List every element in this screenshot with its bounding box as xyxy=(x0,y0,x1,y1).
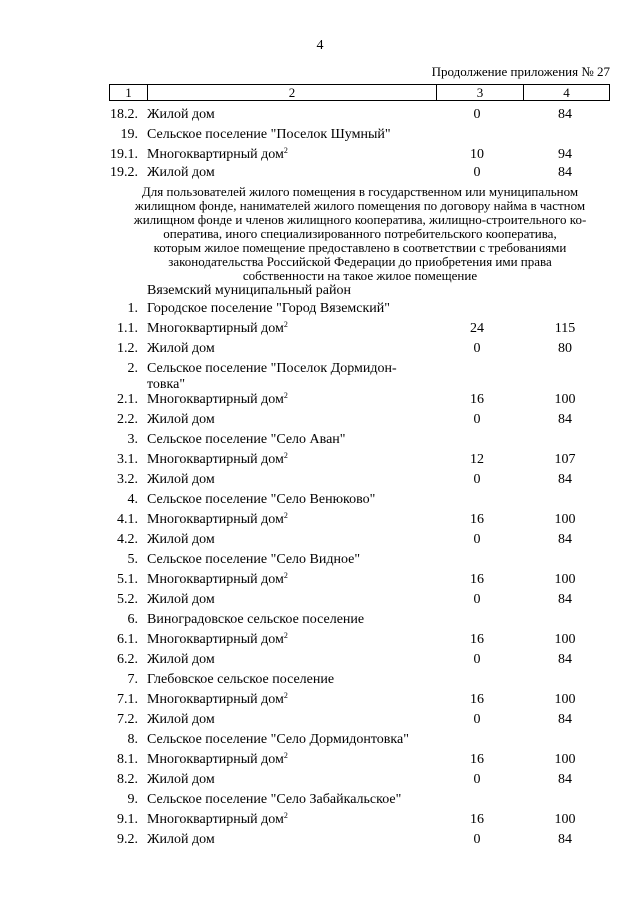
row-number: 1.2. xyxy=(117,341,138,356)
row-number: 3. xyxy=(127,432,138,447)
row-number: 6.2. xyxy=(117,652,138,667)
row-name: Многоквартирный дом$^2$ xyxy=(147,511,288,527)
row-number: 1.1. xyxy=(117,321,138,336)
row-number: 1. xyxy=(127,301,138,316)
row-name: Жилой дом xyxy=(147,165,215,180)
paragraph-line: законодательства Российской Федерации до приобретения ими права xyxy=(168,254,552,269)
col-3-value: 16 xyxy=(470,692,484,707)
col-4-value: 100 xyxy=(554,572,576,587)
col-4-value: 100 xyxy=(554,752,576,767)
paragraph-line: жилищном фонде и членов жилищного кооператива, жилищно-строительного ко- xyxy=(133,212,587,227)
col-4-value: 100 xyxy=(554,392,576,407)
row-name: Сельское поселение "Село Дормидонтовка" xyxy=(147,732,409,747)
col-4-value: 115 xyxy=(554,321,576,336)
row-name: Многоквартирный дом$^2$ xyxy=(147,631,288,647)
paragraph-line: жилищном фонде, нанимателей жилого помещения по договору найма в частном xyxy=(134,198,586,213)
col-4-value: 107 xyxy=(554,452,576,467)
footnote-mark: 2 xyxy=(283,391,288,400)
col-4-value: 84 xyxy=(558,592,572,607)
paragraph-line: которым жилое помещение предоставлено в соответствии с требованиями xyxy=(153,240,567,255)
row-number: 8.2. xyxy=(117,772,138,787)
col-4-value: 100 xyxy=(554,512,576,527)
col-3-value: 16 xyxy=(470,752,484,767)
col-4-value: 84 xyxy=(558,412,572,427)
row-name: Многоквартирный дом$^2$ xyxy=(147,811,288,827)
header-col-2: 2 xyxy=(148,85,437,100)
col-4-value: 84 xyxy=(558,165,572,180)
row-number: 5.1. xyxy=(117,572,138,587)
row-name: Сельское поселение "Село Видное" xyxy=(147,552,361,567)
col-3-value: 0 xyxy=(473,592,481,607)
row-number: 7.1. xyxy=(117,692,138,707)
row-name: Жилой дом xyxy=(147,341,215,356)
col-4-value: 84 xyxy=(558,472,572,487)
row-number: 19.1. xyxy=(110,147,138,162)
row-name: Многоквартирный дом$^2$ xyxy=(147,320,288,336)
row-number: 5. xyxy=(127,552,138,567)
row-name: Многоквартирный дом$^2$ xyxy=(147,571,288,587)
row-number: 5.2. xyxy=(117,592,138,607)
header-col-3: 3 xyxy=(437,85,524,100)
col-4-value: 84 xyxy=(558,832,572,847)
row-number: 19.2. xyxy=(110,165,138,180)
footnote-mark: 2 xyxy=(283,811,288,820)
row-number: 9.2. xyxy=(117,832,138,847)
col-3-value: 0 xyxy=(473,341,481,356)
table-header xyxy=(109,84,610,101)
row-name: Жилой дом xyxy=(147,472,215,487)
row-number: 9. xyxy=(127,792,138,807)
col-4-value: 84 xyxy=(558,107,572,122)
district-title: Вяземский муниципальный район xyxy=(147,283,351,298)
row-name: Сельское поселение "Поселок Шумный" xyxy=(147,127,391,142)
continuation-note: Продолжение приложения № 27 xyxy=(431,64,610,79)
row-name: Сельское поселение "Село Забайкальское" xyxy=(147,792,402,807)
row-name: Жилой дом xyxy=(147,532,215,547)
row-name: Сельское поселение "Село Аван" xyxy=(147,432,346,447)
col-4-value: 84 xyxy=(558,532,572,547)
footnote-mark: 2 xyxy=(283,691,288,700)
paragraph-line: Для пользователей жилого помещения в государственном или муниципальном xyxy=(141,184,579,199)
col-4-value: 100 xyxy=(554,692,576,707)
row-number: 4.1. xyxy=(117,512,138,527)
row-number: 2.1. xyxy=(117,392,138,407)
row-number: 19. xyxy=(120,127,138,142)
col-3-value: 0 xyxy=(473,712,481,727)
col-3-value: 0 xyxy=(473,412,481,427)
footnote-mark: 2 xyxy=(283,146,288,155)
row-name: Сельское поселение "Село Венюково" xyxy=(147,492,376,507)
row-number: 2. xyxy=(127,361,138,376)
col-3-value: 16 xyxy=(470,392,484,407)
row-name: Жилой дом xyxy=(147,832,215,847)
col-4-value: 84 xyxy=(558,652,572,667)
row-name: Жилой дом xyxy=(147,412,215,427)
header-col-1: 1 xyxy=(110,85,148,100)
col-3-value: 0 xyxy=(473,652,481,667)
row-name: Жилой дом xyxy=(147,592,215,607)
col-3-value: 0 xyxy=(473,107,481,122)
row-number: 3.2. xyxy=(117,472,138,487)
row-name: Многоквартирный дом$^2$ xyxy=(147,391,288,407)
row-number: 2.2. xyxy=(117,412,138,427)
col-3-value: 24 xyxy=(470,321,484,336)
col-4-value: 94 xyxy=(558,147,572,162)
col-3-value: 0 xyxy=(473,772,481,787)
row-number: 8. xyxy=(127,732,138,747)
row-number: 6.1. xyxy=(117,632,138,647)
row-name: Виноградовское сельское поселение xyxy=(147,612,365,627)
row-name: Жилой дом xyxy=(147,772,215,787)
header-col-4: 4 xyxy=(563,85,570,100)
row-name: Городское поселение "Город Вяземский" xyxy=(147,301,391,316)
row-number: 7. xyxy=(127,672,138,687)
row-number: 4.2. xyxy=(117,532,138,547)
col-4-value: 84 xyxy=(558,772,572,787)
row-name: Многоквартирный дом$^2$ xyxy=(147,691,288,707)
col-3-value: 16 xyxy=(470,572,484,587)
footnote-mark: 2 xyxy=(283,751,288,760)
col-4-value: 100 xyxy=(554,812,576,827)
paragraph-line: собственности на такое жилое помещение xyxy=(242,268,478,283)
row-number: 9.1. xyxy=(117,812,138,827)
footnote-mark: 2 xyxy=(283,571,288,580)
footnote-mark: 2 xyxy=(283,511,288,520)
paragraph-line: оператива, иного специализированного потребительского кооператива, xyxy=(163,226,557,241)
row-name: Многоквартирный дом$^2$ xyxy=(147,451,288,467)
page-number: 4 xyxy=(316,38,324,53)
col-3-value: 0 xyxy=(473,832,481,847)
row-number: 6. xyxy=(127,612,138,627)
row-name: Многоквартирный дом$^2$ xyxy=(147,751,288,767)
row-number: 7.2. xyxy=(117,712,138,727)
row-number: 8.1. xyxy=(117,752,138,767)
col-3-value: 0 xyxy=(473,472,481,487)
footnote-mark: 2 xyxy=(283,451,288,460)
row-name: Жилой дом xyxy=(147,652,215,667)
col-3-value: 12 xyxy=(470,452,484,467)
row-name: Многоквартирный дом$^2$ xyxy=(147,146,288,162)
row-name: Жилой дом xyxy=(147,107,215,122)
col-3-value: 0 xyxy=(473,532,481,547)
row-number: 18.2. xyxy=(110,107,138,122)
col-3-value: 16 xyxy=(470,632,484,647)
row-name: Глебовское сельское поселение xyxy=(147,672,335,687)
row-number: 3.1. xyxy=(117,452,138,467)
row-name: Жилой дом xyxy=(147,712,215,727)
col-4-value: 100 xyxy=(554,632,576,647)
col-4-value: 84 xyxy=(558,712,572,727)
row-name: Сельское поселение "Поселок Дормидон- товка" xyxy=(147,361,397,392)
category-paragraph xyxy=(110,185,610,283)
col-3-value: 10 xyxy=(470,147,484,162)
footnote-mark: 2 xyxy=(283,631,288,640)
col-3-value: 0 xyxy=(473,165,481,180)
col-3-value: 16 xyxy=(470,512,484,527)
footnote-mark: 2 xyxy=(283,320,288,329)
row-number: 4. xyxy=(127,492,138,507)
col-3-value: 16 xyxy=(470,812,484,827)
col-4-value: 80 xyxy=(558,341,572,356)
